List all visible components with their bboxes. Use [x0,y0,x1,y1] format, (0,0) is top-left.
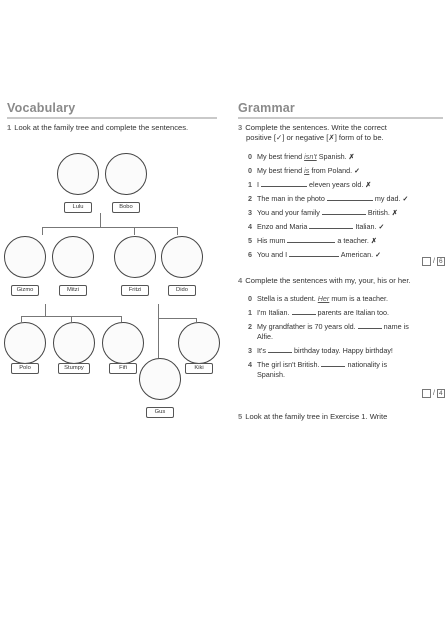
exercise-4-item: 3 It's birthday today. Happy birthday! [248,346,393,355]
exercise-3-item: 2 The man in the photo my dad. ✓ [248,194,409,203]
exercise-3-example-positive: 0 My best friend is from Poland. ✓ [248,166,361,175]
exercise-4-instruction: 4 Complete the sentences with my, your, his or her. [238,276,411,285]
member-label: Fifi [109,363,137,374]
answer-blank[interactable] [309,222,353,229]
exercise-4-item: 4 The girl isn't British. nationality is [248,360,388,369]
member-label: Lulu [64,202,92,213]
member-label: Gus [146,407,174,418]
face-illustration [57,153,99,195]
member-label: Stumpy [58,363,90,374]
face-illustration [178,322,220,364]
answer-blank[interactable] [287,236,335,243]
face-illustration [102,322,144,364]
member-label: Bobo [112,202,140,213]
answer-blank[interactable] [358,322,382,329]
member-label: Fritzi [121,285,149,296]
face-illustration [161,236,203,278]
answer-blank[interactable] [321,360,345,367]
member-label: Polo [11,363,39,374]
face-illustration [139,358,181,400]
tree-connector [42,227,177,228]
tree-connector [134,227,135,235]
face-illustration [105,153,147,195]
exercise-3-item: 3 You and your family British. ✗ [248,208,398,217]
grammar-heading: Grammar [238,101,295,115]
exercise-3-instruction: 3 Complete the sentences. Write the correct positive [✓] or negative [✗] form of to be. [238,123,387,142]
tree-connector [158,318,159,358]
face-illustration [4,322,46,364]
exercise-3-item: 6 You and I American. ✓ [248,250,382,259]
score-box[interactable] [422,257,431,266]
answer-blank[interactable] [268,346,292,353]
exercise-4-item: 2 My grandfather is 70 years old. name is [248,322,409,331]
exercise-5-instruction: 5 Look at the family tree in Exercise 1. Write [238,412,388,421]
answer-blank[interactable] [289,250,339,257]
member-label: Kiki [185,363,213,374]
face-illustration [52,236,94,278]
score-box[interactable] [422,389,431,398]
exercise-4-item-continued: Alfie. [257,332,273,341]
answer-blank[interactable] [327,194,373,201]
member-label: Mitzi [59,285,87,296]
answer-blank[interactable] [292,308,316,315]
exercise-3-item: 5 His mum a teacher. ✗ [248,236,377,245]
face-illustration [53,322,95,364]
member-label: Gizmo [11,285,39,296]
exercise-4-item: 1 I'm Italian. parents are Italian too. [248,308,390,317]
answer-blank[interactable] [322,208,366,215]
tree-connector [100,213,101,227]
exercise-4-score: / 4 [422,389,445,398]
exercise-3-item: 1 I eleven years old. ✗ [248,180,372,189]
grammar-divider [238,117,443,119]
face-illustration [114,236,156,278]
vocabulary-heading: Vocabulary [7,101,76,115]
exercise-3-score: / 6 [422,257,445,266]
exercise-1-instruction: 1 Look at the family tree and complete the sentences. [7,123,189,132]
answer-blank[interactable] [261,180,307,187]
tree-connector [21,316,22,322]
exercise-4-item-continued: Spanish. [257,370,285,379]
tree-connector [158,304,159,318]
face-illustration [4,236,46,278]
tree-connector [42,227,43,235]
exercise-3-example-negative: 0 My best friend isn't Spanish. ✗ [248,152,355,161]
exercise-4-example: 0 Stella is a student. Her mum is a teacher. [248,294,389,303]
tree-connector [45,304,46,316]
tree-connector [177,227,178,235]
member-label: Dido [168,285,196,296]
tree-connector [158,318,196,319]
exercise-3-item: 4 Enzo and Maria Italian. ✓ [248,222,385,231]
